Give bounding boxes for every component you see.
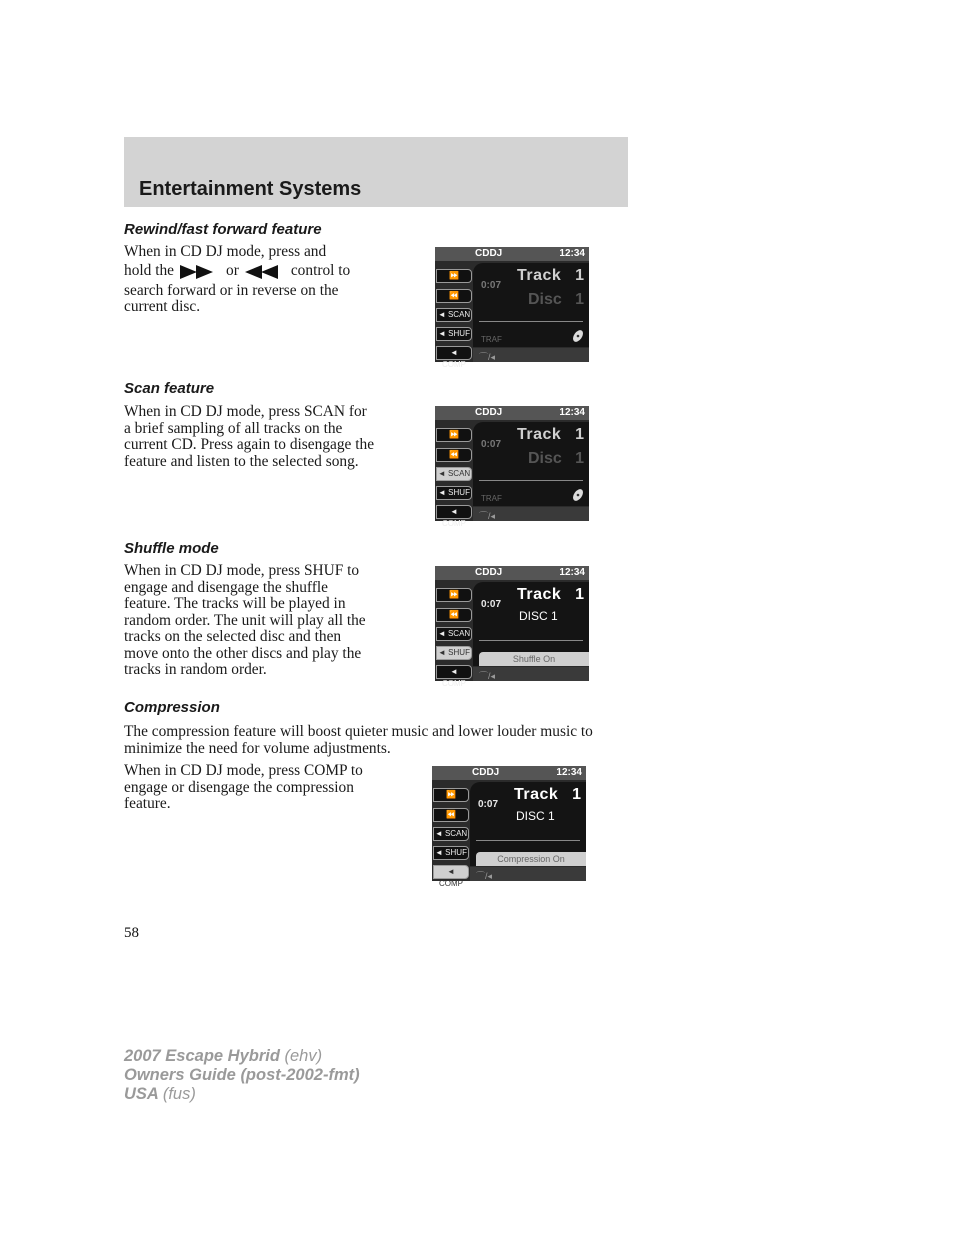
footer: [124, 1047, 360, 1104]
text-rewind-ff: [124, 244, 376, 316]
text-compression: When in CD DJ mode, press COMP to engage or disengage the compression feature.: [124, 762, 363, 812]
screen-mode: CDDJ: [475, 248, 503, 259]
screen-shuf-button: ◄ SHUF: [436, 327, 472, 341]
screen-mode: CDDJ: [472, 767, 500, 778]
screen-disc-number: 1: [575, 291, 584, 308]
mic-icon: ⌒/◂: [479, 671, 496, 681]
screen-comp-button: ◄ COMP: [436, 505, 472, 519]
footer-line-3: [124, 1085, 360, 1104]
screen-track-label: Track: [517, 586, 562, 603]
text-line: When in CD DJ mode, press and: [124, 243, 327, 260]
screen-disc: DISC 1: [516, 809, 555, 823]
screen-clock: 12:34: [559, 248, 585, 259]
footer-line-1: [124, 1047, 360, 1066]
text-shuffle: When in CD DJ mode, press SHUF to engage and disengage the shuffle feature. The tracks will be played in random order. The unit will play all the tracks on the selected disc and then move onto the other discs and play the tracks in random order.: [124, 562, 366, 678]
text-fragment: control to: [290, 262, 351, 280]
screen-scan-button: ◄ SCAN: [436, 467, 472, 481]
screen-disc: DISC 1: [519, 609, 558, 623]
page-number: 58: [124, 925, 139, 941]
footer-region-code: (fus): [162, 1085, 196, 1103]
mic-icon: ⌒/◂: [479, 511, 496, 521]
screen-disc-label: Disc: [528, 450, 562, 467]
screen-shuf-button: ◄ SHUF: [433, 846, 469, 860]
text-fragment: hold the: [124, 262, 175, 280]
screen-track-number: 1: [575, 267, 584, 284]
screen-ff-button: ⏩: [436, 269, 472, 283]
screen-track-number: 1: [575, 586, 584, 603]
screen-rew-button: ⏪: [436, 608, 472, 622]
rewind-icon: [245, 265, 279, 279]
screen-track-label: Track: [517, 267, 562, 284]
text-line: search forward or in reverse on the: [124, 281, 339, 299]
screen-track-number: 1: [572, 786, 581, 803]
text-scan: When in CD DJ mode, press SCAN for a brief sampling of all tracks on the current CD. Press again to disengage the feature and listen to the selected song.: [124, 403, 375, 470]
cd-icon: [571, 488, 585, 507]
heading-scan: Scan feature: [124, 380, 215, 397]
screen-disc-number: 1: [575, 450, 584, 467]
screen-mode: CDDJ: [475, 567, 503, 578]
screen-status-compression: Compression On: [476, 852, 586, 866]
screen-time: 0:07: [481, 280, 502, 291]
footer-region: USA: [124, 1085, 159, 1103]
screen-shuf-button: ◄ SHUF: [436, 486, 472, 500]
screen-traf: TRAF: [481, 335, 502, 344]
screen-comp-button: ◄ COMP: [436, 346, 472, 360]
screen-divider: [479, 321, 583, 322]
heading-shuffle: Shuffle mode: [124, 540, 219, 557]
screen-clock: 12:34: [559, 407, 585, 418]
text-fragment: or: [226, 262, 239, 280]
screen-clock: 12:34: [556, 767, 582, 778]
mic-icon: ⌒/◂: [479, 352, 496, 362]
screen-track-number: 1: [575, 426, 584, 443]
screen-divider: [476, 840, 580, 841]
screen-rew-button: ⏪: [433, 808, 469, 822]
page-title: Entertainment Systems: [139, 178, 362, 200]
heading-compression: Compression: [124, 699, 220, 716]
screen-time: 0:07: [478, 799, 499, 810]
footer-line-2: Owners Guide (post-2002-fmt): [124, 1066, 360, 1084]
screen-comp-button: ◄ COMP: [436, 665, 472, 679]
screen-disc-label: Disc: [528, 291, 562, 308]
screen-rew-button: ⏪: [436, 289, 472, 303]
mic-icon: ⌒/◂: [476, 871, 493, 881]
screen-scan-button: ◄ SCAN: [436, 627, 472, 641]
screen-divider: [479, 640, 583, 641]
text-line: current disc.: [124, 298, 201, 315]
display-screen-rewind: [435, 247, 589, 369]
footer-model-code: (ehv): [284, 1047, 323, 1065]
screen-status-shuffle: Shuffle On: [479, 652, 589, 666]
screen-time: 0:07: [481, 439, 502, 450]
cd-icon: [571, 329, 585, 348]
screen-divider: [479, 480, 583, 481]
screen-clock: 12:34: [559, 567, 585, 578]
text-line-controls: [124, 261, 376, 283]
heading-rewind-ff: Rewind/fast forward feature: [124, 221, 322, 238]
screen-track-label: Track: [514, 786, 559, 803]
display-screen-scan: [435, 406, 589, 528]
screen-scan-button: ◄ SCAN: [433, 827, 469, 841]
text-compression-intro: The compression feature will boost quieter music and lower louder music to minimize the need for volume adjustments.: [124, 723, 593, 757]
display-screen-compression: [432, 766, 586, 888]
screen-rew-button: ⏪: [436, 448, 472, 462]
screen-comp-button: ◄ COMP: [433, 865, 469, 879]
screen-traf: TRAF: [481, 494, 502, 503]
screen-mode: CDDJ: [475, 407, 503, 418]
footer-model: 2007 Escape Hybrid: [124, 1047, 280, 1065]
screen-shuf-button: ◄ SHUF: [436, 646, 472, 660]
header-bar: [124, 137, 628, 207]
screen-time: 0:07: [481, 599, 502, 610]
display-screen-shuffle: [435, 566, 589, 688]
screen-ff-button: ⏩: [436, 588, 472, 602]
screen-track-label: Track: [517, 426, 562, 443]
screen-ff-button: ⏩: [436, 428, 472, 442]
screen-ff-button: ⏩: [433, 788, 469, 802]
screen-scan-button: ◄ SCAN: [436, 308, 472, 322]
fast-forward-icon: [180, 265, 214, 279]
